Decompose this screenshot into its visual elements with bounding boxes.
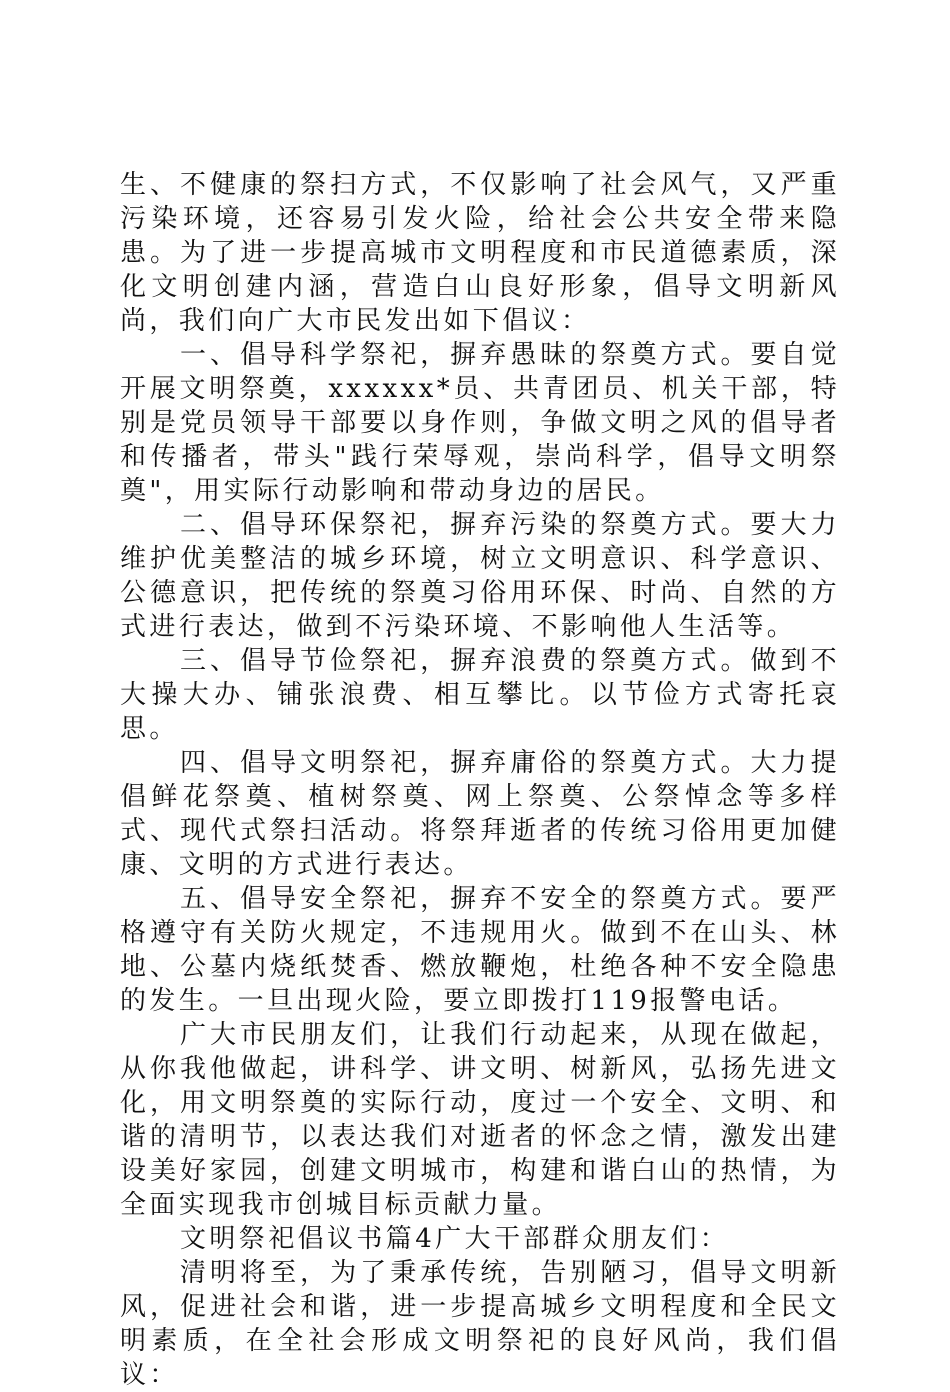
paragraph-item-4: 四、倡导文明祭祀，摒弃庸俗的祭奠方式。大力提倡鲜花祭奠、植树祭奠、网上祭奠、公祭悼念等多样式、现代式祭扫活动。将祭拜逝者的传统习俗用更加健康、文明的方式进行表达。 — [120, 748, 840, 880]
paragraph-item-1: 一、倡导科学祭祀，摒弃愚昧的祭奠方式。要自觉开展文明祭奠，xxxxxx*员、共青团员、机关干部，特别是党员领导干部要以身作则，争做文明之风的倡导者和传播者，带头"践行荣辱观，崇尚科学，倡导文明祭奠"，用实际行动影响和带动身边的居民。 — [120, 340, 840, 506]
paragraph-item-3: 三、倡导节俭祭祀，摒弃浪费的祭奠方式。做到不大操大办、铺张浪费、相互攀比。以节俭方式寄托哀思。 — [120, 646, 840, 744]
paragraph-section-heading: 文明祭祀倡议书篇4广大干部群众朋友们： — [180, 1224, 730, 1254]
paragraph-item-5: 五、倡导安全祭祀，摒弃不安全的祭奠方式。要严格遵守有关防火规定，不违规用火。做到不在山头、林地、公墓内烧纸焚香、燃放鞭炮，杜绝各种不安全隐患的发生。一旦出现火险，要立即拨打119报警电话。 — [120, 884, 840, 1016]
paragraph-closing: 广大市民朋友们，让我们行动起来，从现在做起，从你我他做起，讲科学、讲文明、树新风，弘扬先进文化，用文明祭奠的实际行动，度过一个安全、文明、和谐的清明节，以表达我们对逝者的怀念之情，激发出建设美好家园，创建文明城市，构建和谐白山的热情，为全面实现我市创城目标贡献力量。 — [120, 1020, 840, 1220]
paragraph-new-section-intro: 清明将至，为了秉承传统，告别陋习，倡导文明新风，促进社会和谐，进一步提高城乡文明程度和全民文明素质，在全社会形成文明祭祀的良好风尚，我们倡议： — [120, 1258, 840, 1390]
document-body — [120, 168, 840, 1392]
paragraph-item-2: 二、倡导环保祭祀，摒弃污染的祭奠方式。要大力维护优美整洁的城乡环境，树立文明意识、科学意识、公德意识，把传统的祭奠习俗用环保、时尚、自然的方式进行表达，做到不污染环境、不影响他人生活等。 — [120, 510, 840, 642]
paragraph-intro-continued: 生、不健康的祭扫方式，不仅影响了社会风气，又严重污染环境，还容易引发火险，给社会公共安全带来隐患。为了进一步提高城市文明程度和市民道德素质，深化文明创建内涵，营造白山良好形象，倡导文明新风尚，我们向广大市民发出如下倡议： — [120, 170, 840, 336]
